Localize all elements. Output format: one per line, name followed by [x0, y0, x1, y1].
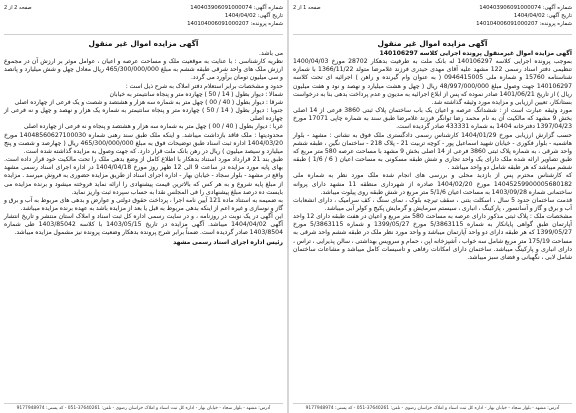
case-value: 140104006091000207: [476, 21, 538, 28]
page-title: آگهی مزایده اموال غیر منقول: [88, 39, 199, 48]
paragraph: که کارشناس محترم پس از بازدید محلی و بررسی های انجام شده ملک مورد نظر به شماره ملی 14045259900005680182 مورخ 1404/02/20 صادره از شهرداری منطقه 11 مشهد دارای پروانه ساختمانی شماره 1403/09/28 به مساحت اعیان 5/1/6 متر مربع در شش طبقه روی پیلوت میباشد.: [293, 172, 573, 196]
paragraph: مشخصات ملک : پلاک ثبتی مذکور دارای عرصه به مساحت 580 متر مربع و اعیان در هفت طبقه دارای 12 واحد آپارتمان طبق گواهی پایانکار به شماره 5/3863115 مورخ 1399/05/27 و شماره 5/3863115 مورخ 1399/05/27 که هر طبقه دارای دو واحد آپارتمان میباشد و واحد مورد نظر ملک در طبقه ششم واحد شرقی به مساحت 175/19 متر مربع شامل سه خواب ، آشپزخانه اپن ، حمام و سرویس بهداشتی ، سالن پذیرایی ، تراس ، دارای انباری و پارکینگ میباشد. ساختمان دارای امکانات رفاهی و تاسیسات کامل میباشد و مشاعات ساختمان شامل لابی ، نگهبانی و فضای سبز میباشد.: [293, 213, 572, 261]
date-value: 1404/04/02: [224, 13, 256, 20]
date-value: 1404/04/02: [513, 13, 545, 20]
sub-title: آگهی مزایده اموال غیرمنقول پرونده اجرایی کلاسه 140106297: [379, 50, 572, 57]
paragraph: نظریه کارشناسی : با عنایت به موقعیت ملک و مساحت عرصه و اعیان ، عوامل موثر بر ارزش آن در مجموع ارزش ملک های واحد شرقی طبقه ششم به مبلغ 465/300/000/000 ریال معادل چهل و شش میلیارد و پانصد و سی میلیون تومان برآورد می گردد.: [4, 58, 283, 82]
serial-value: 140403906091000074: [190, 5, 252, 11]
paragraph: مورد وثیقه عبارت است از : ششدانگ عرصه و اعیان یک باب ساختمان پلاک ثبتی 3860 فرعی از 14 اصلی بخش 9 مشهد که مالکیت آن به نام محمد رضا توانگر فرزند غلامرضا طبق سند به شماره چاپی 17071 مورخ 1397/04/23 دفترخانه 1404 به شماره 433331 صادر گردیده است.: [293, 107, 573, 131]
paragraph: غربا : دیوار بطول ( 40 / 00 ) چهل متر به شماره سه هزار و هشتصد و پنجاه و نه فرعی از چهارده اصلی: [23, 123, 283, 131]
page-title: آگهی مزایده اموال غیر منقول: [377, 39, 488, 48]
paragraph: طبق بند 21 قرارداد مورد استناد بدهکار با اطلاع کامل از وضع بدهی ملک را تحت مالکیت خود قرار داده است. بهای پایه مورد مزایده در ساعت 9 الی 12 ظهر روز مورخ 1404/04/18 در اداره اجرای اسناد رسمی مشهد واقع در مشهد - بلوار سجاد - خیابان بهار - اداره اجرای اسناد از طریق مزایده حضوری به فروش میرسد . مزایده از مبلغ پایه شروع و به هر کس که بالاترین قیمت پیشنهادی را ارائه نماید فروخته میشود و برنده مزایده می بایست ده درصد مبلغ پیشنهادی را فی المجلس نقدا به حساب سپرده ثبت واریز نماید.: [4, 156, 283, 196]
signature: رئیس اداره اجرای اسناد رسمی مشهد: [173, 238, 283, 246]
serial-label: شماره آگهی:: [542, 5, 572, 11]
paragraph: قدمت ساختمان حدود 5 سال ، اسکلت بتنی ، سقف تیرچه بلوک ، نمای سنگ ، کف سرامیک ، دارای انشعابات آب و برق و گاز و آسانسور ، پارکینگ ، انباری ، سیستم سرمایش و گرمایش پکیج و کولر آبی میباشد.: [293, 196, 573, 212]
paragraph: بموجب پرونده اجرایی کلاسه 140106297 له بانک ملت به طرفیت بدهکار 28702 مورخ 1400/04/03 تنظیمی دفتر اسناد رسمی 122 مشهد علیه آقای مهدی حیدری فرزند غلامرضا متولد 1366/11/22 با شماره شناسنامه 15760 و شماره ملی 0946415005 ( به عنوان وام گیرنده و راهن ) اجرائیه ای تحت کلاسه 140106297 جهت وصول مبلغ 48/997/000/000 ریال ( چهل و هشت میلیارد و نهصد و نود و هفت میلیون ریال ) از تاریخ 1401/06/21 صادر نموده که پس از ابلاغ اجرائیه به مدیون و عدم پرداخت بدهی بنا به درخواست بستانکار، تعیین ارزیابی و مزایده مورد وثیقه گذاشته شد.: [293, 58, 573, 106]
date-label: تاریخ آگهی:: [546, 13, 572, 20]
paragraph: شمالا : دیوار بطول ( 14 / 50 ) چهارده متر و پنجاه سانتیمتر به خیابان: [109, 90, 283, 98]
paragraph: حسب گزارش ارزیابی مورخ 1404/01/29 کارشناس رسمی دادگستری ملک فوق به نشانی : مشهد - بلوار هاشمیه - بلوار فکوری - خیابان شهید اسماعیل پور - کوچه تربیت 21 - پلاک 218 - ساختمان نگین ، طبقه ششم واحد شرقی ، به شماره پلاک ثبتی 3860 فرعی از 14 اصلی بخش 9 مشهد با مساحت عرصه 580 متر مربع که طبق تصاویر ارائه شده ملک دارای یک واحد تجاری و شش طبقه مسکونی به مساحت اعیان ( 6 / 1/6 ) طبقه ششم میباشد که هر طبقه شامل دو واحد میباشد .: [293, 131, 573, 172]
case-label: شماره پرونده:: [539, 21, 572, 28]
paragraph: می باشد.: [259, 50, 283, 57]
paragraph: جنوبا : دیوار بطول ( 14 / 50 ) چهارده متر و پنجاه سانتیمتر به شماره یک هزار و نهصد و چهل و نه فرعی از چهارده اصلی: [4, 107, 284, 123]
document-page-1: [289, 0, 576, 413]
serial-value: 140403906091000074: [479, 5, 541, 11]
document-page-2: [0, 0, 287, 413]
notice-meta: [476, 4, 572, 29]
notice-body: [4, 50, 283, 247]
case-value: 140104006091000207: [187, 21, 249, 28]
page-number: صفحه 1 از 2: [293, 5, 321, 11]
date-label: تاریخ آگهی:: [257, 13, 283, 20]
notice-meta: [187, 4, 283, 29]
serial-label: شماره آگهی:: [253, 5, 283, 11]
page-header: [293, 3, 572, 35]
paragraph: این آگهی در یک نوبت در روزنامه ، و در سایت رسمی اداره کل ثبت اسناد و املاک استان منتشر و تاریخ انتشار آگهی 1404/04/02 میباشد. آگهی مزایده در تاریخ 1403/05/15 با کلاسه 1403/85042 طی شماره 1403/8504 صادر گردیده است. ضمناً برابر شرح پرونده بدهکار وضعیت پرونده نیز مشمول مزایده میباشد.: [4, 213, 284, 237]
notice-body: [293, 50, 572, 262]
page-number: صفحه 2 از 2: [4, 5, 32, 11]
page-footer: آدرس: مشهد - بلوار سجاد - خیابان بهار - اداره کل ثبت اسناد و املاک خراسان رضوی - تلفن: 37640261-051 - کد پستی: 9177948974: [4, 403, 283, 411]
paragraph: حدود و مشخصات برابر استعلام دفتر املاک به شرح ذیل است :: [125, 82, 283, 90]
paragraph: شرقا : دیوار بطول ( 40 / 00 ) چهل متر به شماره سه هزار و هشتصد و شصت و یک فرعی از چهارده اصلی: [14, 98, 283, 106]
paragraph: به ضمیمه به استناد ماده 121 آیین نامه اجرا ، پرداخت حقوق دولتی و عوارض و بدهی های مربوط به آب و برق و گاز و نوسازی و غیره اعم از اینکه بدهی مربوط به قبل یا بعد از مزایده باشد به عهده برنده مزایده میباشد.: [4, 196, 283, 212]
paragraph: محدودیتها : ملک فاقد بازداشت میباشد. و اینکه ملک طبق سند رهنی شماره 14048560627100030 مورخ 1404/03/20 اداره ثبت اسناد طبق توضیحات فوق به مبلغ 465/300/000/000 ریال ( چهارصد و شصت و پنج میلیارد و سیصد میلیون ) ریال در رهن بانک ملت قرار دارد. که جهت وصول به مزایده گذاشته شده است.: [4, 131, 284, 155]
page-footer: آدرس: مشهد - بلوار سجاد - خیابان بهار - اداره کل ثبت اسناد و املاک خراسان رضوی - تلفن: 37640261-051 - کد پستی: 9177948974: [293, 403, 572, 411]
page-header: [4, 3, 283, 35]
case-label: شماره پرونده:: [250, 21, 283, 28]
